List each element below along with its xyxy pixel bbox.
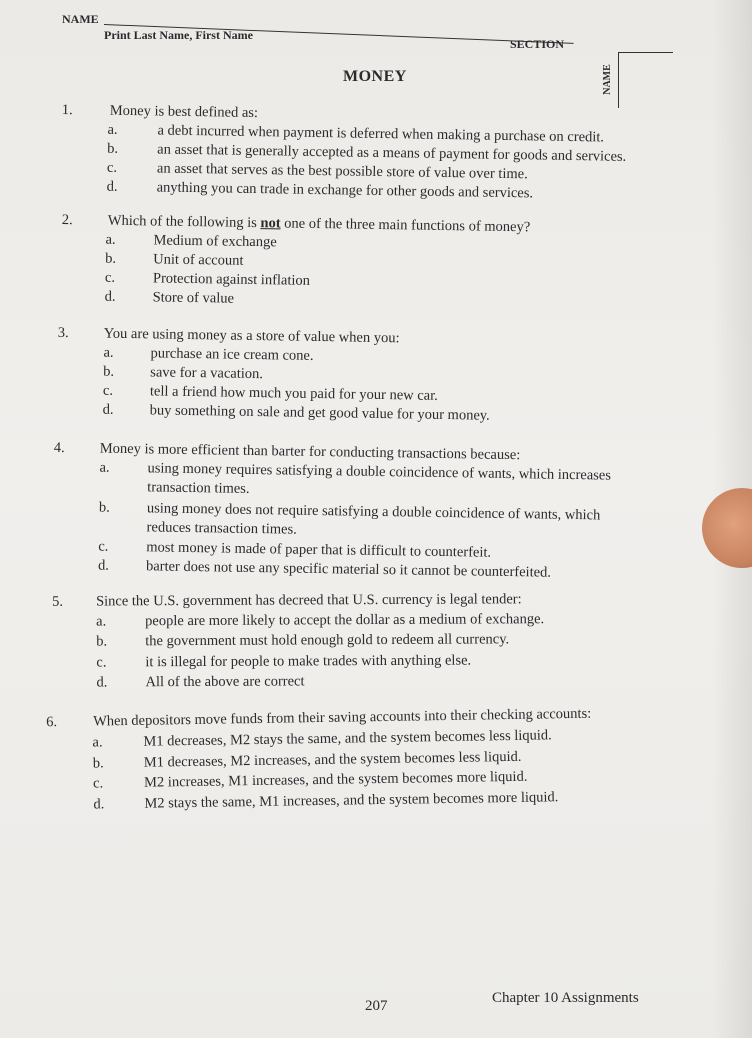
question-number: 3. bbox=[57, 324, 69, 342]
flap-name-label: NAME bbox=[601, 64, 613, 95]
question-stem: Money is best defined as: bbox=[109, 102, 259, 122]
question-number: 6. bbox=[46, 714, 58, 731]
option-b-continued: reduces transaction times. bbox=[146, 519, 297, 538]
section-label: SECTION bbox=[510, 37, 565, 51]
question-stem: Since the U.S. government has decreed that U.S. currency is legal tender: bbox=[96, 591, 522, 610]
question-stem: You are using money as a store of value when you: bbox=[103, 325, 400, 347]
question-number: 5. bbox=[52, 593, 63, 610]
chapter-label: Chapter 10 Assignments bbox=[492, 990, 639, 1006]
finger bbox=[702, 488, 752, 568]
question-stem: Money is more efficient than barter for conducting transactions because: bbox=[99, 440, 521, 464]
worksheet-page: NAME Print Last Name, First Name SECTION NAME MONEY 1. Money is best defined as: a. a debt incurred when payment is deferred when making a purchase on credit. b. an asset that is generally accepted as a means of payment for goods and services. c. an asset that serves as the best possible store of value over time. d. anything you can trade in exchange for other goods and services. 2. Which of the following is not one of the three main functions of money? a. Medium of exchange b. Unit of account c. Protection against inflation d. Store of value 3. You are using money as a store of value when you: a. purchase an ice cream cone. b. save for a vacation. c. tell a friend how much you paid for your new car. d. buy something on sale and get good value for your money. 4. Money is more efficient than barter for conducting transactions because: a. using money requires satisfying a double coincidence of wants, which increases transaction times. b. using money does not require satisfying a double coincidence of wants, which reduces transaction times. c. most money is made of paper that is difficult to counterfeit. d. barter does not use any specific material so it cannot be counterfeited. 5. Since the U.S. government has decreed that U.S. currency is legal tender: a. people are more likely to accept the dollar as a medium of exchange. b. the government must hold enough gold to redeem all currency. c. it is illegal for people to make trades with anything else. d. All of the above are correct 6. When depositors move funds from their saving accounts into their checking accounts: a. M1 decreases, M2 stays the same, and the system becomes less liquid. b. M1 decreases, M2 increases, and the system becomes less liquid. c. M2 increases, M1 increases, and the system becomes more liquid. d. M2 stays the same, M1 increases, and the system becomes more liquid. 207 Chapter 10 Assignments bbox=[0, 0, 752, 1038]
question-number: 2. bbox=[61, 211, 73, 229]
question-stem: Which of the following is not one of the three main functions of money? bbox=[107, 212, 531, 236]
question-number: 4. bbox=[53, 439, 65, 457]
question-number: 1. bbox=[61, 101, 73, 119]
page-number: 207 bbox=[365, 998, 388, 1014]
name-label: NAME bbox=[62, 12, 99, 26]
page-title: MONEY bbox=[343, 68, 407, 85]
question-stem: When depositors move funds from their saving accounts into their checking accounts: bbox=[93, 705, 592, 730]
option-a-continued: transaction times. bbox=[147, 479, 250, 497]
name-flap bbox=[590, 44, 680, 114]
print-name-label: Print Last Name, First Name bbox=[104, 28, 253, 42]
